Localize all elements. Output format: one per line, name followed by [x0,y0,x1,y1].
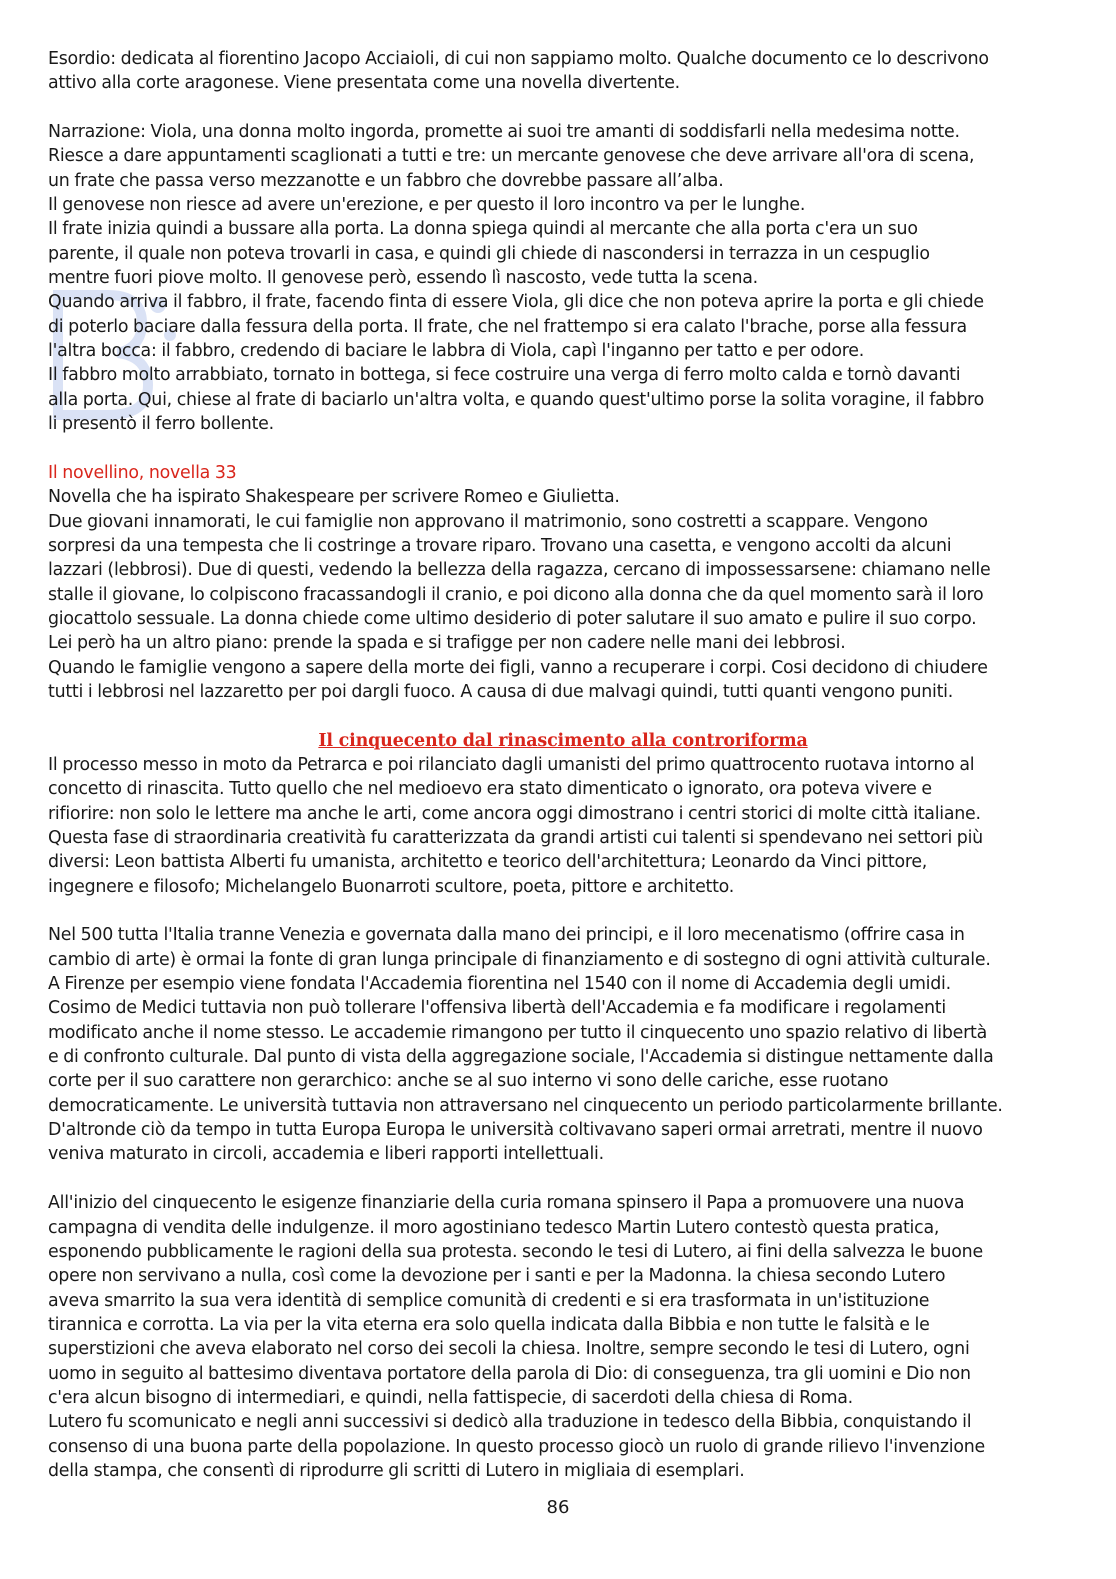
text-line: Narrazione: Viola, una donna molto ingorda, promette ai suoi tre amanti di soddisfarli nella medesima notte. [48,122,960,143]
text-line: della stampa, che consentì di riprodurre gli scritti di Lutero in migliaia di esemplari. [48,1460,745,1481]
text-line: l'altra bocca: il fabbro, credendo di baciare le labbra di Viola, capì l'inganno per tatto e per odore. [48,341,865,362]
page-number: 86 [546,1497,570,1518]
text-line: lazzari (lebbrosi). Due di questi, vedendo la bellezza della ragazza, cercano di impossessarsene: chiamano nelle [48,560,991,581]
text-line: cambio di arte) è ormai la fonte di gran lunga principale di finanziamento e di sostegno di ogni attività culturale. [48,949,991,970]
text-line: superstizioni che aveva elaborato nel corso dei secoli la chiesa. Inoltre, sempre secondo le tesi di Lutero, ogni [48,1339,970,1360]
text-line: opere non servivano a nulla, così come la devozione per i santi e per la Madonna. la chiesa secondo Lutero [48,1266,946,1287]
text-line: A Firenze per esempio viene fondata l'Accademia fiorentina nel 1540 con il nome di Accademia degli umidi. [48,974,951,995]
text-line: Quando le famiglie vengono a sapere della morte dei figli, vanno a recuperare i corpi. Cosi decidono di chiudere [48,657,988,678]
text-line: Questa fase di straordinaria creatività fu caratterizzata da grandi artisti cui talenti si spendevano nei settori più [48,828,983,848]
text-line: rifiorire: non solo le lettere ma anche le arti, come ancora oggi dimostrano i centri storici di molte città italiane. [48,803,981,824]
text-line: diversi: Leon battista Alberti fu umanista, architetto e teorico dell'architettura; Leonardo da Vinci pittore, [48,852,928,873]
text-line: c'era alcun bisogno di intermediari, e quindi, nella fattispecie, di sacerdoti della chiesa di Roma. [48,1387,853,1408]
text-line: Il fabbro molto arrabbiato, tornato in bottega, si fece costruire una verga di ferro molto calda e tornò davanti [48,365,961,386]
section-heading: Il cinquecento dal rinascimento alla controriforma [318,730,808,751]
text-line: corte per il suo carattere non gerarchico: anche se al suo interno vi sono delle cariche, esse ruotano [48,1071,889,1092]
text-line: Cosimo de Medici tuttavia non può tollerare l'offensiva libertà dell'Accademia e fa modificare i regolamenti [48,998,946,1019]
text-line: modificato anche il nome stesso. Le accademie rimangono per tutto il cinquecento uno spazio relativo di libertà [48,1022,987,1043]
text-line: Novella che ha ispirato Shakespeare per scrivere Romeo e Giulietta. [48,487,620,508]
text-line: giocattolo sessuale. La donna chiede come ultimo desiderio di poter salutare il suo amato e pulire il suo corpo. [48,608,977,629]
text-line: Esordio: dedicata al fiorentino Jacopo Acciaioli, di cui non sappiamo molto. Qualche documento ce lo descrivono [48,49,989,69]
text-line: All'inizio del cinquecento le esigenze finanziarie della curia romana spinsero il Papa a promuovere una nuova [48,1193,965,1214]
text-line: Nel 500 tutta l'Italia tranne Venezia e governata dalla mano dei principi, e il loro mecenatismo (offrire casa in [48,925,965,946]
document-body [48,47,1078,1483]
text-line: tutti i lebbrosi nel lazzaretto per poi dargli fuoco. A causa di due malvagi quindi, tutti quanti vengono puniti. [48,681,954,702]
text-line: esponendo pubblicamente le ragioni della sua protesta. secondo le tesi di Lutero, ai fini della salvezza le buone [48,1241,983,1262]
text-line: Il processo messo in moto da Petrarca e poi rilanciato dagli umanisti del primo quattrocento ruotava intorno al [48,754,975,775]
text-line: Lutero fu scomunicato e negli anni successivi si dedicò alla traduzione in tedesco della Bibbia, conquistando il [48,1412,972,1433]
text-line: e di confronto culturale. Dal punto di vista della aggregazione sociale, l'Accademia si distingue nettamente dalla [48,1047,994,1068]
text-line: uomo in seguito al battesimo diventava portatore della parola di Dio: di conseguenza, tra gli uomini e Dio non [48,1363,971,1384]
text-line: Quando arriva il fabbro, il frate, facendo finta di essere Viola, gli dice che non poteva aprire la porta e gli chiede [48,292,984,313]
paragraph-spacer [48,1167,1078,1191]
text-line: Riesce a dare appuntamenti scaglionati a tutti e tre: un mercante genovese che deve arrivare all'ora di scena, [48,146,975,167]
text-line: li presentò il ferro bollente. [48,414,274,435]
paragraph-spacer [48,437,1078,461]
text-line: alla porta. Qui, chiese al frate di baciarlo un'altra volta, e quando quest'ultimo porse la solita voragine, il fabbro [48,389,984,410]
text-line: Lei però ha un altro piano: prende la spada e si trafigge per non cadere nelle mani dei lebbrosi. [48,633,846,654]
text-line: attivo alla corte aragonese. Viene presentata come una novella divertente. [48,73,680,94]
paragraph-spacer [48,899,1078,923]
text-line: campagna di vendita delle indulgenze. il moro agostiniano tedesco Martin Lutero contestò questa pratica, [48,1217,940,1238]
text-line: parente, il quale non poteva trovarli in casa, e quindi gli chiede di nascondersi in terrazza in un cespuglio [48,243,930,264]
text-line: democraticamente. Le università tuttavia non attraversano nel cinquecento un periodo particolarmente brillante. [48,1095,1003,1116]
text-line: stalle il giovane, lo colpiscono fracassandogli il cranio, e poi dicono alla donna che da quel momento sarà il loro [48,584,984,605]
text-line: aveva smarrito la sua vera identità di semplice comunità di credenti e si era trasformata in un'istituzione [48,1290,930,1311]
text-line: sorpresi da una tempesta che li costringe a trovare riparo. Trovano una casetta, e vengono accolti da alcuni [48,535,952,556]
text-line: ingegnere e filosofo; Michelangelo Buonarroti scultore, poeta, pittore e architetto. [48,876,735,897]
text-line: Il frate inizia quindi a bussare alla porta. La donna spiega quindi al mercante che alla porta c'era un suo [48,219,918,240]
text-line: un frate che passa verso mezzanotte e un fabbro che dovrebbe passare all’alba. [48,170,724,191]
text-line: mentre fuori piove molto. Il genovese però, essendo lì nascosto, vede tutta la scena. [48,268,758,289]
text-line: veniva maturato in circoli, accademia e liberi rapporti intellettuali. [48,1144,604,1165]
text-line: di poterlo baciare dalla fessura della porta. Il frate, che nel frattempo si era calato l'brache, porse alla fessura [48,316,967,337]
text-line: Il genovese non riesce ad avere un'erezione, e per questo il loro incontro va per le lunghe. [48,195,806,216]
text-line: consenso di una buona parte della popolazione. In questo processo giocò un ruolo di grande rilievo l'invenzione [48,1436,985,1457]
text-line: concetto di rinascita. Tutto quello che nel medioevo era stato dimenticato o ignorato, ora poteva vivere e [48,779,932,800]
subsection-title: Il novellino, novella 33 [48,462,237,483]
text-line: Due giovani innamorati, le cui famiglie non approvano il matrimonio, sono costretti a scappare. Vengono [48,511,928,532]
text-line: D'altronde ciò da tempo in tutta Europa Europa le università coltivavano saperi ormai arretrati, mentre il nuovo [48,1120,983,1141]
text-line: tirannica e corrotta. La via per la vita eterna era solo quella indicata dalla Bibbia e non tutte le falsità e le [48,1314,930,1335]
paragraph-spacer [48,96,1078,120]
paragraph-spacer [48,704,1078,728]
